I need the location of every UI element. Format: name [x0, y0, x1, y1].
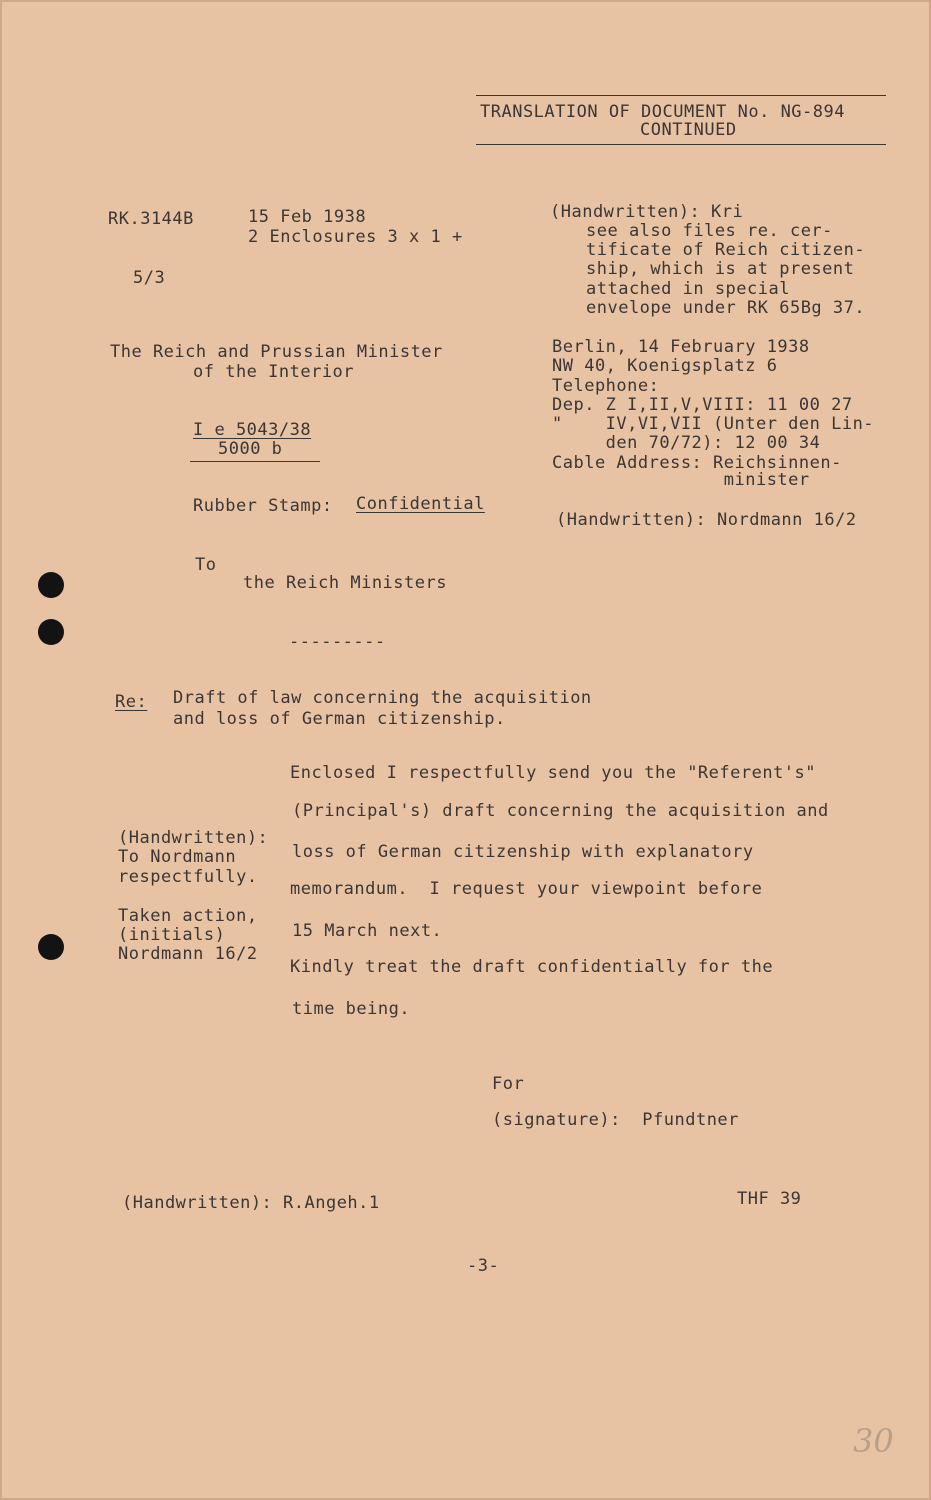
header-subtitle: CONTINUED	[640, 120, 737, 140]
handwritten-note-line: ship, which is at present	[586, 259, 855, 279]
enclosures: 2 Enclosures 3 x 1 +	[248, 227, 463, 247]
body-line: 15 March next.	[292, 921, 443, 941]
body-line: loss of German citizenship with explanatory	[292, 842, 754, 862]
address-line: minister	[552, 470, 810, 490]
separator-dashes: ---------	[289, 632, 386, 652]
closing-signature: (signature): Pfundtner	[492, 1110, 739, 1130]
stamp-label: Rubber Stamp:	[193, 496, 333, 516]
header-bottom-rule	[476, 144, 886, 145]
footer-handwritten: (Handwritten): R.Angeh.1	[122, 1193, 380, 1213]
file-subnumber: 5000 b	[218, 439, 283, 459]
margin-note-line: respectfully.	[118, 867, 258, 887]
margin-note-line: (initials)	[118, 925, 226, 945]
recipient-name: the Reich Ministers	[243, 573, 447, 593]
handwritten-note-line: (Handwritten): Kri	[550, 202, 744, 222]
address-line: Cable Address: Reichsinnen-	[552, 453, 842, 473]
address-line: Dep. Z I,II,V,VIII: 11 00 27	[552, 395, 853, 415]
punch-hole	[38, 934, 64, 960]
closing-for: For	[492, 1074, 525, 1094]
handwritten-note-line: tificate of Reich citizen-	[586, 240, 866, 260]
body-line: (Principal's) draft concerning the acquisition and	[292, 801, 829, 821]
body-line: Kindly treat the draft confidentially for the	[290, 957, 774, 977]
margin-note-line: Taken action,	[118, 906, 258, 926]
handwritten-note-line: see also files re. cer-	[586, 221, 833, 241]
sender-line: The Reich and Prussian Minister	[110, 342, 443, 362]
page-number: -3-	[467, 1256, 500, 1276]
footer-code: THF 39	[737, 1189, 802, 1209]
margin-note-line: (Handwritten):	[118, 828, 269, 848]
header-title: TRANSLATION OF DOCUMENT No. NG-894	[480, 102, 845, 122]
handwritten-note-line: envelope under RK 65Bg 37.	[586, 298, 866, 318]
punch-hole	[38, 619, 64, 645]
address-line: Telephone:	[552, 376, 660, 396]
body-line: Enclosed I respectfully send you the "Referent's"	[290, 763, 817, 783]
reference-date: 15 Feb 1938	[248, 207, 367, 227]
file-number: I e 5043/38	[193, 420, 312, 440]
address-handwritten: (Handwritten): Nordmann 16/2	[556, 510, 857, 530]
address-line: den 70/72): 12 00 34	[552, 433, 821, 453]
subject-line: and loss of German citizenship.	[173, 709, 506, 729]
file-number-rule	[190, 461, 320, 462]
address-line: Berlin, 14 February 1938	[552, 337, 810, 357]
reference-fraction: 5/3	[133, 268, 166, 288]
reference-code: RK.3144B	[108, 209, 194, 229]
margin-note-line: Nordmann 16/2	[118, 944, 258, 964]
body-line: time being.	[292, 999, 411, 1019]
subject-line: Draft of law concerning the acquisition	[173, 688, 592, 708]
body-line: memorandum. I request your viewpoint before	[290, 879, 763, 899]
punch-hole	[38, 572, 64, 598]
address-line: " IV,VI,VII (Unter den Lin-	[552, 414, 875, 434]
address-line: NW 40, Koenigsplatz 6	[552, 356, 778, 376]
stamp-value: Confidential	[356, 494, 485, 514]
folio-number: 30	[853, 1422, 894, 1460]
recipient-to: To	[195, 555, 217, 575]
subject-label: Re:	[115, 692, 148, 712]
handwritten-note-line: attached in special	[586, 279, 790, 299]
margin-note-line: To Nordmann	[118, 847, 237, 867]
header-top-rule	[476, 95, 886, 96]
sender-line: of the Interior	[193, 362, 355, 382]
